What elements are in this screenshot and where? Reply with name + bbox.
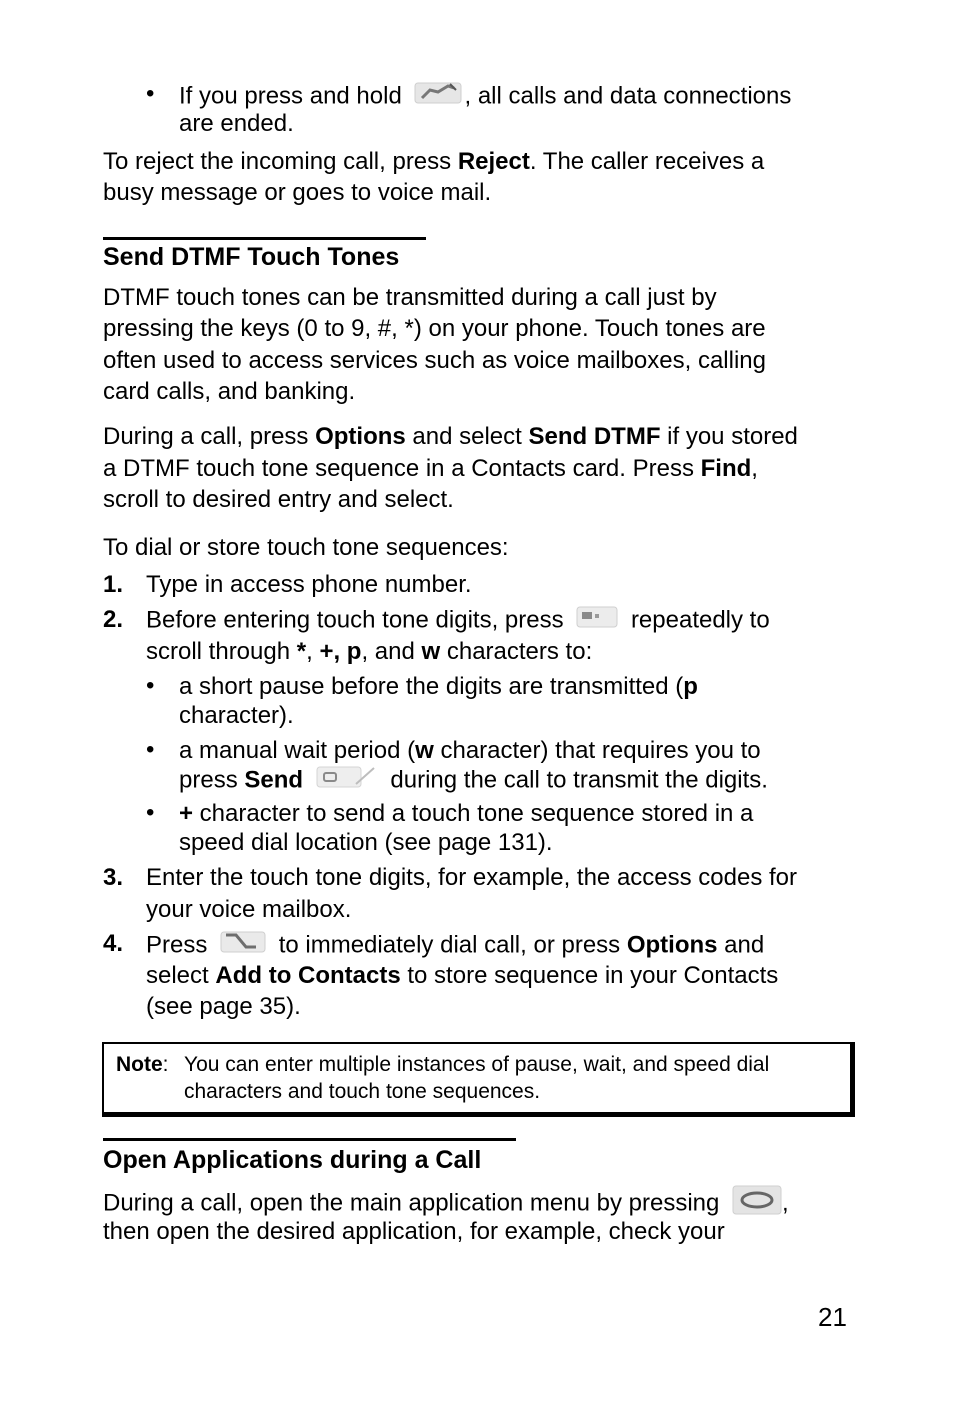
step4-l2-a: select (146, 962, 216, 989)
find-keyword: Find (700, 455, 752, 482)
heading-open-applications: Open Applications during a Call (103, 1146, 482, 1174)
dtmf-p1-line3: often used to access services such as voice mailboxes, calling (103, 347, 766, 374)
step-number-2: 2. (103, 606, 124, 633)
dtmf-p2-line2 (103, 454, 758, 484)
reject-text-c: . The caller receives a (529, 148, 765, 175)
sub3-line2: speed dial location (see page 131). (179, 829, 553, 856)
note-label (116, 1051, 169, 1078)
section-rule-dtmf (103, 237, 426, 240)
sub1-line2: character). (179, 702, 294, 729)
dtmf-p2-line1 (103, 422, 798, 452)
sub3-line1 (179, 799, 753, 829)
star-key-icon (576, 605, 618, 637)
send-keyword: Send (244, 766, 304, 794)
bullet-dot: • (146, 736, 155, 763)
send-dtmf-keyword: Send DTMF (528, 423, 661, 450)
bullet-hold-text-b: , all calls and data connections (464, 82, 792, 110)
bullet-hold-line2: are ended. (179, 110, 294, 137)
sub3-text-b: character to send a touch tone sequence stored in a (193, 800, 754, 827)
step2-l2-a: scroll through (146, 638, 297, 665)
sub2-text-c: character) that requires you to (433, 737, 761, 764)
dtmf-p1-line2: pressing the keys (0 to 9, #, *) on your phone. Touch tones are (103, 315, 766, 342)
step-number-3: 3. (103, 864, 124, 891)
p2-text-e: if you stored (660, 423, 798, 450)
options-keyword-2: Options (626, 931, 718, 959)
reject-keyword: Reject (457, 148, 530, 175)
step4-text-a: Press (146, 931, 208, 959)
step-4-line3: (see page 35). (146, 993, 301, 1020)
dtmf-p3: To dial or store touch tone sequences: (103, 534, 509, 561)
step-number-4: 4. (103, 930, 124, 957)
dtmf-p1-line4: card calls, and banking. (103, 378, 356, 405)
reject-line1 (103, 147, 764, 177)
bullet-hold-text-a: If you press and hold (179, 82, 402, 110)
sub2-line2 (179, 764, 768, 798)
heading-send-dtmf: Send DTMF Touch Tones (103, 243, 400, 271)
step-number-1: 1. (103, 571, 124, 598)
char-w: w (421, 638, 441, 665)
menu-key-icon (732, 1185, 782, 1223)
sub2-l2-c: during the call to transmit the digits. (390, 766, 768, 794)
char-plus: + (179, 800, 194, 827)
apps-text-a: During a call, open the main application menu by pressing (103, 1189, 720, 1217)
add-to-contacts-keyword: Add to Contacts (215, 962, 401, 989)
step4-text-d: and (717, 931, 765, 959)
options-keyword: Options (315, 423, 406, 450)
step-3-line1: Enter the touch tone digits, for example, the access codes for (146, 864, 798, 891)
p2-text-c: and select (405, 423, 529, 450)
step4-l2-c: to store sequence in your Contacts (400, 962, 779, 989)
dtmf-p1-line1: DTMF touch tones can be transmitted during a call just by (103, 284, 717, 311)
dtmf-p2-line3: scroll to desired entry and select. (103, 486, 454, 513)
section-rule-apps (103, 1138, 516, 1141)
char-plus-p: +, p (319, 638, 362, 665)
page-number: 21 (818, 1302, 847, 1332)
char-p: p (683, 673, 698, 700)
step4-text-b: to immediately dial call, or press (278, 931, 627, 959)
step-1-text: Type in access phone number. (146, 571, 472, 598)
note-colon: : (162, 1053, 169, 1076)
sub1-line1 (179, 672, 698, 702)
note-label-text: Note (116, 1053, 163, 1076)
call-key-icon (220, 929, 266, 963)
sub2-l2-a: press (179, 766, 245, 794)
apps-line2: then open the desired application, for example, check your (103, 1218, 725, 1245)
step2-text-b: repeatedly to (630, 606, 770, 634)
p2-l2-text-c: , (751, 455, 758, 482)
reject-line2: busy message or goes to voice mail. (103, 179, 492, 206)
note-line2: characters and touch tone sequences. (184, 1080, 541, 1103)
step-3-line2: your voice mailbox. (146, 896, 352, 923)
sub2-text-a: a manual wait period ( (179, 737, 416, 764)
step2-l2-c: , (306, 638, 320, 665)
bullet-dot: • (146, 80, 155, 107)
step-2-line1 (146, 605, 770, 637)
reject-text-a: To reject the incoming call, press (103, 148, 458, 175)
end-key-icon (414, 80, 462, 114)
bullet-dot: • (146, 799, 155, 826)
sub2-line1 (179, 736, 761, 766)
note-line1: You can enter multiple instances of pause, wait, and speed dial (184, 1053, 770, 1076)
bullet-dot: • (146, 672, 155, 699)
step2-l2-g: characters to: (440, 638, 593, 665)
char-w-2: w (415, 737, 434, 764)
p2-text-a: During a call, press (103, 423, 316, 450)
step-4-line1 (146, 929, 764, 963)
char-star: * (296, 638, 307, 665)
send-key-icon (316, 764, 378, 798)
step2-text-a: Before entering touch tone digits, press (146, 606, 564, 634)
p2-l2-text-a: a DTMF touch tone sequence in a Contacts card. Press (103, 455, 701, 482)
step2-l2-e: , and (361, 638, 422, 665)
step-2-line2 (146, 637, 592, 667)
sub1-text-a: a short pause before the digits are transmitted ( (179, 673, 684, 700)
apps-text-b: , (782, 1189, 789, 1217)
step-4-line2 (146, 961, 778, 991)
